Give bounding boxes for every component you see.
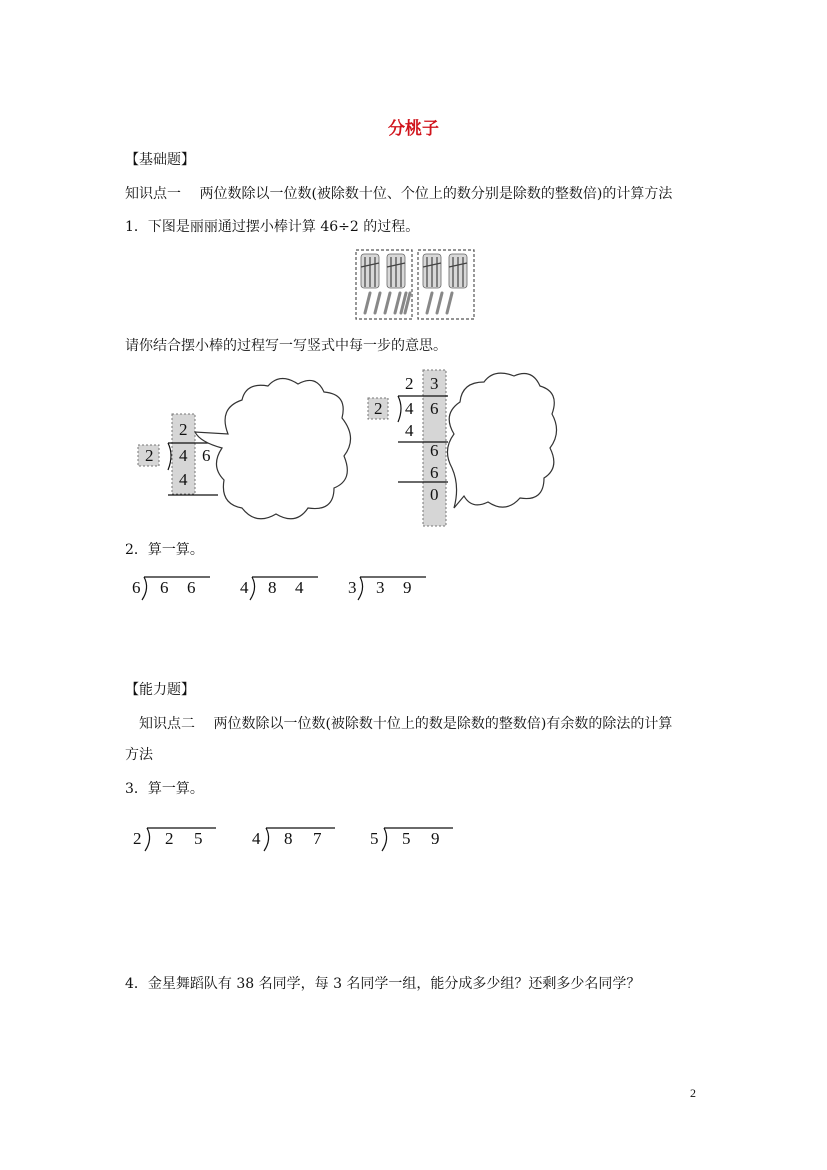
product-1: 4 bbox=[405, 421, 414, 440]
divisor: 4 bbox=[252, 829, 261, 848]
dividend-tens: 8 bbox=[268, 578, 277, 597]
divisor: 6 bbox=[132, 578, 141, 597]
dividend-tens: 8 bbox=[284, 829, 293, 848]
q2-division-2 bbox=[238, 574, 318, 604]
page-number: 2 bbox=[690, 1086, 696, 1100]
divisor: 2 bbox=[145, 446, 154, 465]
dividend-ones: 6 bbox=[430, 399, 439, 418]
dividend-tens: 6 bbox=[160, 578, 169, 597]
divisor: 4 bbox=[240, 578, 249, 597]
dividend-ones: 9 bbox=[431, 829, 440, 848]
q3-division-1 bbox=[131, 825, 216, 855]
divisor: 3 bbox=[348, 578, 357, 597]
divisor: 2 bbox=[374, 399, 383, 418]
bring-down: 6 bbox=[430, 441, 439, 460]
question-4-text: 4．金星舞蹈队有 38 名同学，每 3 名同学一组，能分成多少组？还剩多少名同学？ bbox=[125, 976, 641, 992]
dividend-tens: 4 bbox=[179, 446, 188, 465]
dividend-tens: 3 bbox=[376, 578, 385, 597]
dividend-tens: 5 bbox=[402, 829, 411, 848]
knowledge-point-2: 知识点二 两位数除以一位数(被除数十位上的数是除数的整数倍)有余数的除法的计算 bbox=[139, 716, 673, 732]
remainder: 0 bbox=[430, 485, 439, 504]
dividend-ones: 5 bbox=[194, 829, 203, 848]
quotient-ones: 3 bbox=[430, 374, 439, 393]
q2-division-1 bbox=[130, 574, 210, 604]
page-title: 分桃子 bbox=[388, 119, 439, 139]
division-diagram-right bbox=[368, 368, 558, 528]
question-3-text: 3．算一算。 bbox=[125, 781, 204, 797]
question-1-text: 1．下图是丽丽通过摆小棒计算 46÷2 的过程。 bbox=[125, 219, 420, 235]
dividend-ones: 7 bbox=[313, 829, 322, 848]
dividend-tens: 4 bbox=[405, 399, 414, 418]
dividend-tens: 2 bbox=[165, 829, 174, 848]
knowledge-point-2-cont: 方法 bbox=[125, 747, 153, 763]
dividend-ones: 4 bbox=[295, 578, 304, 597]
division-diagram-left bbox=[138, 380, 358, 530]
divisor: 2 bbox=[133, 829, 142, 848]
q3-division-2 bbox=[250, 825, 335, 855]
question-1-instruction: 请你结合摆小棒的过程写一写竖式中每一步的意思。 bbox=[125, 338, 447, 354]
quotient-digit: 2 bbox=[179, 420, 188, 439]
knowledge-point-1: 知识点一 两位数除以一位数(被除数十位、个位上的数分别是除数的整数倍)的计算方法 bbox=[125, 186, 673, 202]
divisor: 5 bbox=[370, 829, 379, 848]
section-heading-ability: 【能力题】 bbox=[125, 682, 195, 698]
section-heading-basic: 【基础题】 bbox=[125, 152, 195, 168]
q3-division-3 bbox=[368, 825, 453, 855]
question-2-text: 2．算一算。 bbox=[125, 542, 204, 558]
dividend-ones: 9 bbox=[403, 578, 412, 597]
sticks-illustration bbox=[355, 249, 475, 321]
product: 4 bbox=[179, 470, 188, 489]
q2-division-3 bbox=[346, 574, 426, 604]
dividend-ones: 6 bbox=[202, 446, 211, 465]
quotient-tens: 2 bbox=[405, 374, 414, 393]
dividend-ones: 6 bbox=[187, 578, 196, 597]
product-2: 6 bbox=[430, 463, 439, 482]
